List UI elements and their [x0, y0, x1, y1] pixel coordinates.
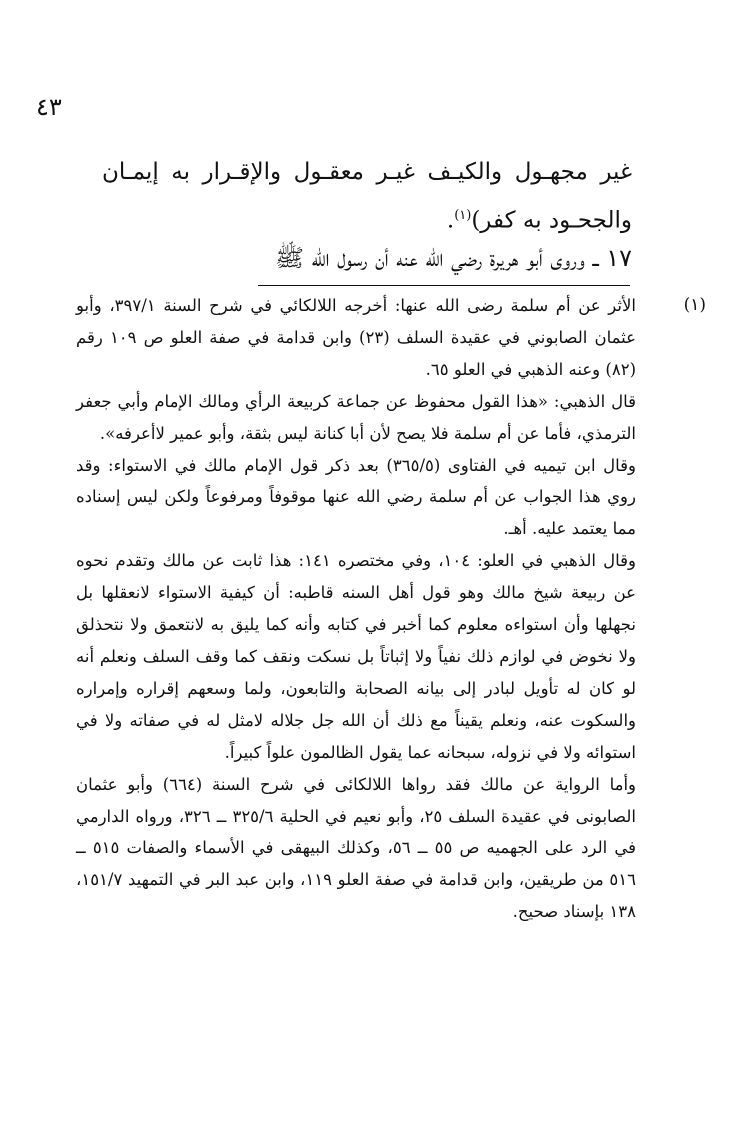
footnote-paragraph: وقال ابن تيميه في الفتاوى (٣٦٥/٥) بعد ذكر قول الإمام مالك في الاستواء: وقد روي هذا الجواب عن أم سلمة رضي الله عنها موقوفاً ومرفوعاً ولكن ليس إسناده مما يعتمد عليه. أهـ. [76, 455, 636, 539]
main-text-line-2: كفر) [471, 207, 516, 234]
footnotes-section [76, 290, 706, 928]
page-number: ٤٣ [36, 93, 62, 121]
main-text [102, 150, 632, 243]
footnote-paragraph: قال الذهبي: «هذا القول محفوظ عن جماعة كربيعة الرأي ومالك الإمام وأبي جعفر الترمذي، فأما عن أم سلمة فلا يصح لأن أبا كنانة ليس بثقة، وأبو عمير لاأعرفه». [76, 391, 636, 443]
main-text-line-1: غير مجهـول والكيـف غيـر معقـول والإقـرار به إيمـان والجحـود به [102, 159, 632, 234]
footnote-paragraph: وقال الذهبي في العلو: ١٠٤، وفي مختصره ١٤١: هذا ثابت عن مالك وتقدم نحوه عن ربيعة شيخ مالك وهو قول أهل السنه قاطبه: أن كيفية الاستواء لانعقلها بل نجهلها وأن استواءه معلوم كما أخبر في كتابه وأنه كما يليق به لانتعمق ولا نتحذلق ولا نخوض في لوازم ذلك نفياً ولا إثباتاً بل نسكت ونقف كما وقف السلف ونعلم أنه لو كان له تأويل لبادر إلى بيانه الصحابة والتابعون، ولما وسعهم إقراره وإمراره والسكوت عنه، ونعلم يقيناً مع ذلك أن الله جل جلاله لامثل له في صفاته ولا في استوائه ولا في نزوله، سبحانه عما يقول الظالمون علواً كبيراً. [76, 551, 636, 762]
footnote-paragraph: وأما الرواية عن مالك فقد رواها اللالكائى في شرح السنة (٦٦٤) وأبو عثمان الصابونى في عقيدة السلف ٢٥، وأبو نعيم في الحلية ٣٢٥/٦ ــ ٣٢٦، ورواه الدارمي في الرد على الجهميه ص ٥٥ ــ ٥٦، وكذلك البيهقى في الأسماء والصفات ٥١٥ ــ ٥١٦ من طريقين، وابن قدامة في صفة العلو ١١٩، وابن عبد البر في التمهيد ١٥١/٧، ١٣٨ بإسناد صحيح. [76, 774, 636, 922]
footnote-marker: (١) [683, 295, 706, 315]
footnote-paragraph [76, 290, 706, 386]
footnote-divider [258, 285, 630, 286]
hadith-heading: ١٧ ــ وروى أبو هريرة رضي الله عنه أن رسول الله ﷺ [274, 244, 632, 272]
main-text-line-2-end: . [446, 207, 455, 234]
footnote-reference: (١) [454, 208, 472, 223]
footnote-paragraph-text: الأثر عن أم سلمة رضى الله عنها: أخرجه اللالكائي في شرح السنة ٣٩٧/١، وأبو عثمان الصابوني في عقيدة السلف (٢٣) وابن قدامة في صفة العلو ص ١٠٩ رقم (٨٢) وعنه الذهبي في العلو ٦٥. [76, 296, 636, 379]
